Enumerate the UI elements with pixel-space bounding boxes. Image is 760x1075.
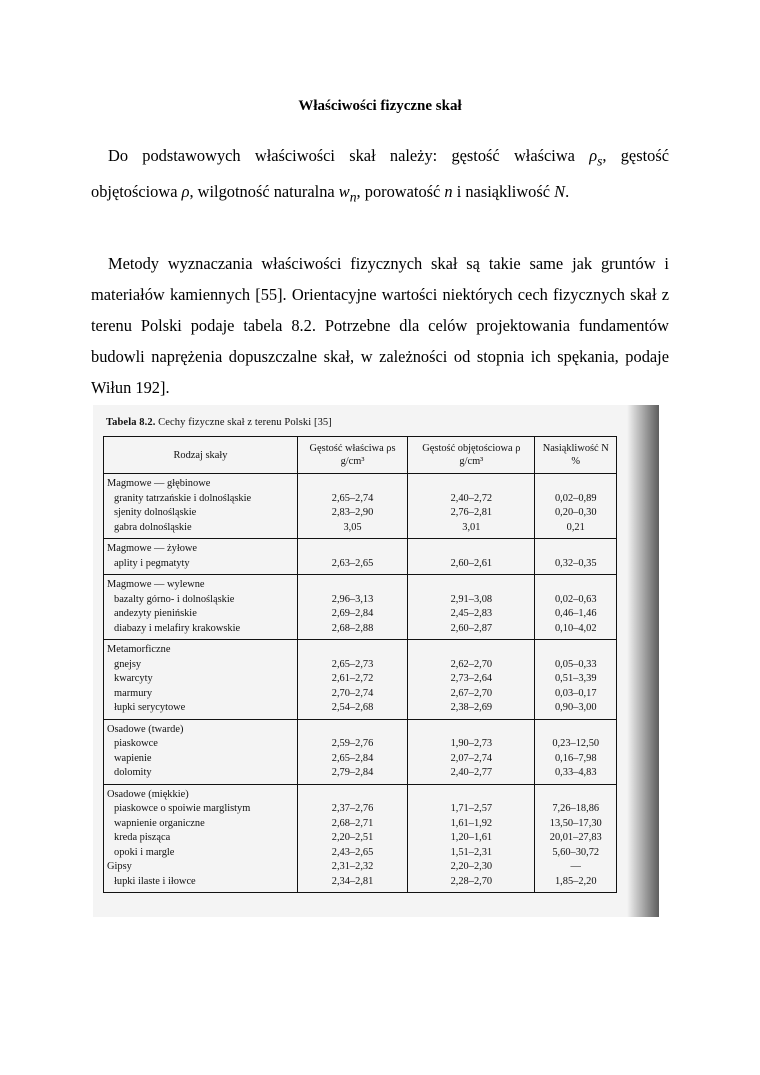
group-absorption-column bbox=[535, 785, 616, 893]
table-group bbox=[104, 640, 616, 720]
group-name-spacer bbox=[298, 578, 407, 593]
bulk-density-value: 2,62–2,70 bbox=[450, 658, 493, 670]
table-body bbox=[104, 474, 616, 892]
rock-name: andezyty pienińskie bbox=[114, 608, 197, 619]
group-bulk-density-column bbox=[408, 640, 535, 719]
table-caption-text: Cechy fizyczne skał z terenu Polski [35] bbox=[158, 417, 332, 428]
rock-properties-table bbox=[103, 436, 617, 893]
group-rock-names-column bbox=[104, 474, 298, 538]
rock-name: marmury bbox=[114, 687, 153, 699]
group-bulk-density-column bbox=[408, 474, 535, 538]
group-bulk-density-column bbox=[408, 720, 535, 784]
absorption-value: — bbox=[570, 861, 581, 872]
group-name-spacer bbox=[535, 542, 616, 557]
group-name: Magmowe — wylewne bbox=[107, 579, 205, 590]
header-bulk-density: Gęstość objętościowa ρ g/cm³ bbox=[408, 437, 535, 473]
rock-name: Gipsy bbox=[107, 861, 132, 872]
header-specific-density: Gęstość właściwa ρs g/cm³ bbox=[298, 437, 408, 473]
specific-density-value: 2,69–2,84 bbox=[331, 608, 374, 619]
bulk-density-value: 2,45–2,83 bbox=[450, 608, 493, 619]
rock-name: piaskowce o spoiwie marglistym bbox=[114, 803, 251, 814]
group-name-spacer bbox=[535, 477, 616, 492]
specific-density-value: 2,68–2,71 bbox=[331, 817, 374, 829]
group-name: Osadowe (twarde) bbox=[107, 723, 184, 735]
bulk-density-value: 2,07–2,74 bbox=[450, 752, 493, 764]
bulk-density-value: 1,61–1,92 bbox=[450, 817, 493, 829]
paragraph-methods: Metody wyznaczania właściwości fizycznych skał są takie same jak gruntów i materiałów kamiennych [55]. Orientacyjne wartości niektórych cech fizycznych skał z terenu Polski podaje tabela 8.2. Potrzebne dla celów projektowania fundamentów budowli naprężenia dopuszczalne skał, w zależności od stopnia ich spękania, podaje Wiłun 192]. bbox=[91, 254, 669, 397]
header-rock-type: Rodzaj skały bbox=[104, 437, 298, 473]
rock-name: opoki i margle bbox=[114, 846, 175, 858]
group-bulk-density-column bbox=[408, 539, 535, 574]
group-specific-density-column bbox=[298, 539, 408, 574]
group-specific-density-column bbox=[298, 474, 408, 538]
rock-name: bazalty górno- i dolnośląskie bbox=[114, 593, 235, 605]
specific-density-value: 2,65–2,74 bbox=[331, 492, 374, 504]
group-specific-density-column bbox=[298, 640, 408, 719]
absorption-value: 0,20–0,30 bbox=[554, 507, 597, 518]
scan-edge-shadow bbox=[627, 405, 659, 917]
group-name-spacer bbox=[408, 788, 534, 803]
rock-name: łupki ilaste i iłowce bbox=[114, 875, 196, 887]
group-name: Osadowe (miękkie) bbox=[107, 788, 189, 800]
specific-density-value: 2,54–2,68 bbox=[331, 702, 374, 713]
group-name-spacer bbox=[408, 723, 534, 738]
rock-name: dolomity bbox=[114, 767, 152, 778]
specific-density-value: 2,34–2,81 bbox=[331, 875, 374, 887]
bulk-density-value: 2,60–2,87 bbox=[450, 622, 493, 634]
table-group bbox=[104, 785, 616, 893]
table-caption-label: Tabela 8.2. bbox=[106, 417, 156, 428]
group-absorption-column bbox=[535, 474, 616, 538]
rock-name: gnejsy bbox=[114, 658, 142, 670]
absorption-value: 0,05–0,33 bbox=[554, 658, 597, 670]
group-name: Magmowe — głębinowe bbox=[107, 478, 211, 489]
specific-density-value: 2,96–3,13 bbox=[331, 593, 374, 605]
specific-density-value: 2,43–2,65 bbox=[331, 846, 374, 858]
absorption-value: 5,60–30,72 bbox=[552, 846, 600, 858]
specific-density-value: 2,70–2,74 bbox=[331, 687, 374, 699]
rock-name: łupki serycytowe bbox=[114, 702, 186, 713]
rock-name: granity tatrzańskie i dolnośląskie bbox=[114, 492, 252, 504]
bulk-density-value: 2,28–2,70 bbox=[450, 875, 493, 887]
absorption-value: 0,16–7,98 bbox=[554, 752, 597, 764]
group-name-spacer bbox=[408, 578, 534, 593]
bulk-density-value: 1,20–1,61 bbox=[450, 832, 493, 843]
absorption-value: 0,51–3,39 bbox=[554, 673, 597, 684]
rock-name: piaskowce bbox=[114, 738, 158, 749]
table-group bbox=[104, 575, 616, 640]
group-absorption-column bbox=[535, 539, 616, 574]
group-name-spacer bbox=[298, 477, 407, 492]
rock-name: gabra dolnośląskie bbox=[114, 521, 192, 533]
specific-density-value: 2,20–2,51 bbox=[331, 832, 374, 843]
specific-density-value: 2,65–2,73 bbox=[331, 658, 374, 670]
specific-density-value: 3,05 bbox=[343, 521, 362, 533]
group-bulk-density-column bbox=[408, 575, 535, 639]
group-name-spacer bbox=[408, 477, 534, 492]
bulk-density-value: 1,51–2,31 bbox=[450, 846, 493, 858]
page-title: Właściwości fizyczne skał bbox=[298, 98, 462, 114]
scanned-table-image bbox=[93, 405, 659, 917]
group-name: Magmowe — żyłowe bbox=[107, 543, 198, 554]
absorption-value: 0,21 bbox=[566, 521, 585, 533]
group-name-spacer bbox=[408, 542, 534, 557]
group-specific-density-column bbox=[298, 785, 408, 893]
specific-density-value: 2,59–2,76 bbox=[331, 738, 374, 749]
absorption-value: 7,26–18,86 bbox=[552, 803, 600, 814]
absorption-value: 1,85–2,20 bbox=[554, 875, 597, 887]
group-name-spacer bbox=[535, 723, 616, 738]
table-group bbox=[104, 474, 616, 539]
paragraph-basic-properties: Do podstawowych właściwości skał należy: gęstość właściwa $\rho_s$, gęstość objętościowa ρ, wilgotność naturalna $w_n$, porowatość n i nasiąkliwość N. bbox=[91, 146, 669, 205]
rock-name: kwarcyty bbox=[114, 673, 153, 684]
rock-name: aplity i pegmatyty bbox=[114, 557, 190, 569]
absorption-value: 0,33–4,83 bbox=[554, 767, 597, 778]
absorption-value: 0,23–12,50 bbox=[552, 738, 600, 749]
bulk-density-value: 3,01 bbox=[462, 521, 481, 533]
group-bulk-density-column bbox=[408, 785, 535, 893]
rock-name: wapienie bbox=[114, 752, 152, 764]
absorption-value: 0,02–0,89 bbox=[554, 492, 597, 504]
specific-density-value: 2,65–2,84 bbox=[331, 752, 374, 764]
group-name-spacer bbox=[298, 723, 407, 738]
group-name-spacer bbox=[535, 788, 616, 803]
absorption-value: 13,50–17,30 bbox=[549, 817, 602, 829]
table-header-row bbox=[104, 437, 616, 474]
specific-density-value: 2,31–2,32 bbox=[331, 861, 374, 872]
group-absorption-column bbox=[535, 640, 616, 719]
bulk-density-value: 2,60–2,61 bbox=[450, 557, 493, 569]
group-name-spacer bbox=[298, 643, 407, 658]
absorption-value: 0,46–1,46 bbox=[554, 608, 597, 619]
group-name: Metamorficzne bbox=[107, 644, 171, 655]
bulk-density-value: 1,90–2,73 bbox=[450, 738, 493, 749]
bulk-density-value: 2,38–2,69 bbox=[450, 702, 493, 713]
bulk-density-value: 1,71–2,57 bbox=[450, 803, 493, 814]
absorption-value: 0,90–3,00 bbox=[554, 702, 597, 713]
specific-density-value: 2,68–2,88 bbox=[331, 622, 374, 634]
bulk-density-value: 2,67–2,70 bbox=[450, 687, 493, 699]
group-specific-density-column bbox=[298, 575, 408, 639]
group-name-spacer bbox=[535, 578, 616, 593]
group-specific-density-column bbox=[298, 720, 408, 784]
absorption-value: 20,01–27,83 bbox=[549, 832, 602, 843]
header-absorption: Nasiąkliwość N % bbox=[542, 443, 609, 467]
specific-density-value: 2,83–2,90 bbox=[331, 507, 374, 518]
group-name-spacer bbox=[535, 643, 616, 658]
table-group bbox=[104, 539, 616, 575]
bulk-density-value: 2,76–2,81 bbox=[450, 507, 493, 518]
rock-name: kreda pisząca bbox=[114, 832, 171, 843]
group-absorption-column bbox=[535, 575, 616, 639]
group-name-spacer bbox=[408, 643, 534, 658]
bulk-density-value: 2,40–2,77 bbox=[450, 767, 493, 778]
table-caption bbox=[106, 417, 332, 428]
absorption-value: 0,10–4,02 bbox=[554, 622, 597, 634]
group-rock-names-column bbox=[104, 720, 298, 784]
group-rock-names-column bbox=[104, 640, 298, 719]
rock-name: wapnienie organiczne bbox=[114, 817, 205, 829]
group-rock-names-column bbox=[104, 785, 298, 893]
group-name-spacer bbox=[298, 542, 407, 557]
absorption-value: 0,32–0,35 bbox=[554, 557, 597, 569]
absorption-value: 0,02–0,63 bbox=[554, 593, 597, 605]
absorption-value: 0,03–0,17 bbox=[554, 687, 597, 699]
bulk-density-value: 2,91–3,08 bbox=[450, 593, 493, 605]
group-rock-names-column bbox=[104, 575, 298, 639]
rock-name: sjenity dolnośląskie bbox=[114, 507, 197, 518]
rock-name: diabazy i melafiry krakowskie bbox=[114, 622, 241, 634]
group-rock-names-column bbox=[104, 539, 298, 574]
specific-density-value: 2,79–2,84 bbox=[331, 767, 374, 778]
specific-density-value: 2,37–2,76 bbox=[331, 803, 374, 814]
group-name-spacer bbox=[298, 788, 407, 803]
specific-density-value: 2,63–2,65 bbox=[331, 557, 374, 569]
specific-density-value: 2,61–2,72 bbox=[331, 673, 374, 684]
bulk-density-value: 2,40–2,72 bbox=[450, 492, 493, 504]
table-group bbox=[104, 720, 616, 785]
bulk-density-value: 2,73–2,64 bbox=[450, 673, 493, 684]
bulk-density-value: 2,20–2,30 bbox=[450, 861, 493, 872]
group-absorption-column bbox=[535, 720, 616, 784]
